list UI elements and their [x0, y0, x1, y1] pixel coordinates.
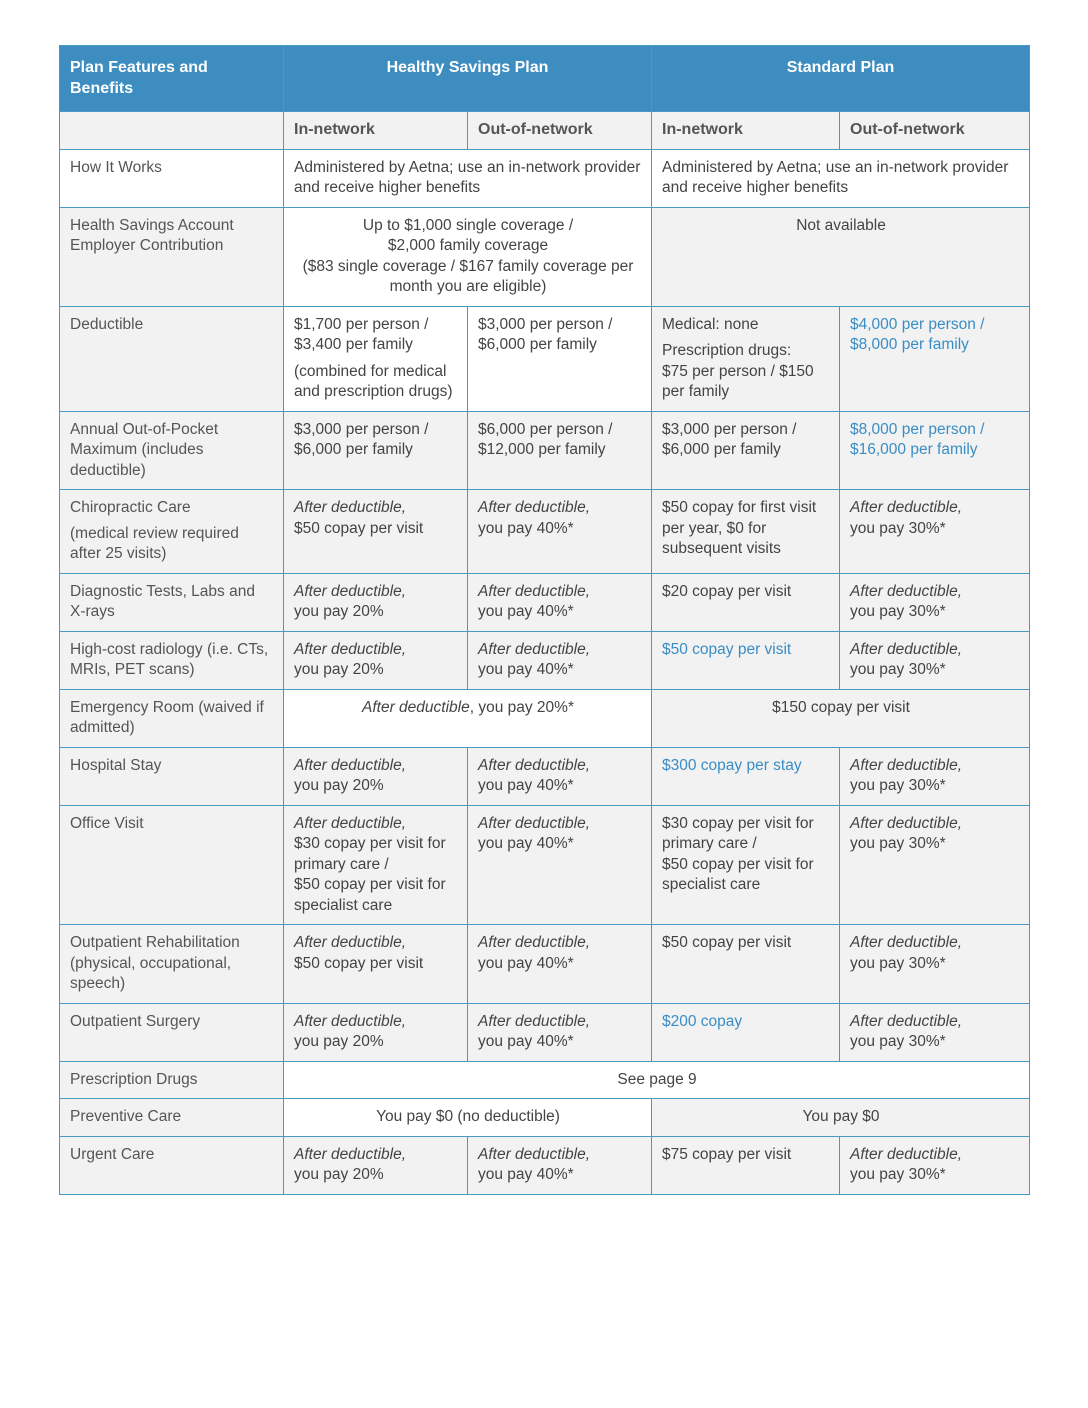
cost: you pay 30%*	[850, 1166, 946, 1183]
after-deductible: After deductible,	[478, 934, 591, 951]
specialist-cost: $50 copay per visit for specialist care	[662, 855, 814, 893]
specialist-cost: $50 copay per visit for specialist care	[294, 876, 446, 914]
feature-label-note: (i.e. CTs, MRIs, PET scans)	[70, 640, 269, 678]
feature-label: Deductible	[60, 306, 284, 411]
cell-hsp-in	[284, 747, 468, 805]
cost: you pay 30%*	[850, 661, 946, 678]
cell-all-plans: See page 9	[284, 1061, 1030, 1099]
table-row-urgent-care	[60, 1136, 1030, 1194]
cell-hsp-in	[284, 306, 468, 411]
cell-hsp-in	[284, 925, 468, 1004]
header-features: Plan Features and Benefits	[60, 46, 284, 112]
cell-hsp-out: $6,000 per person / $12,000 per family	[468, 411, 652, 490]
after-deductible: After deductible,	[850, 499, 963, 516]
cost: you pay 40%*	[478, 1166, 574, 1183]
header-blank	[60, 112, 284, 150]
feature-label: Prescription Drugs	[60, 1061, 284, 1099]
after-deductible: After deductible,	[850, 934, 963, 951]
cell-hsp-in	[284, 490, 468, 574]
cell-hsp-in	[284, 1136, 468, 1194]
medical-deductible: Medical: none	[662, 315, 759, 333]
header-hsp-out-network: Out-of-network	[468, 112, 652, 150]
cell-std: You pay $0	[652, 1099, 1030, 1137]
cell-std-in: $200 copay	[652, 1003, 840, 1061]
table-row-office-visit	[60, 805, 1030, 925]
cell-std: Administered by Aetna; use an in-network provider and receive higher benefits	[652, 149, 1030, 207]
after-deductible: After deductible,	[478, 1012, 591, 1030]
header-standard-plan: Standard Plan	[652, 46, 1030, 112]
deductible-amount: $1,700 per person / $3,400 per family	[294, 315, 429, 353]
after-deductible: After deductible,	[478, 1145, 591, 1163]
after-deductible: After deductible,	[294, 934, 407, 951]
cost: you pay 30%*	[850, 777, 946, 794]
network-header-row	[60, 112, 1030, 150]
cell-std-out	[840, 747, 1030, 805]
after-deductible: After deductible,	[294, 1012, 407, 1030]
table-row-preventive-care	[60, 1099, 1030, 1137]
cell-std-in: $75 copay per visit	[652, 1136, 840, 1194]
after-deductible: After deductible,	[294, 582, 407, 600]
feature-label	[60, 925, 284, 1004]
header-healthy-savings-plan: Healthy Savings Plan	[284, 46, 652, 112]
after-deductible: After deductible,	[294, 499, 407, 516]
cost: $50 copay per visit	[294, 954, 424, 972]
feature-label-note: (includes deductible)	[70, 441, 204, 479]
feature-label	[60, 411, 284, 490]
after-deductible: After deductible,	[478, 814, 591, 832]
cost: you pay 30%*	[850, 954, 946, 972]
after-deductible: After deductible,	[850, 814, 963, 832]
hsa-line1: Up to $1,000 single coverage /	[362, 216, 574, 234]
cell-std-out: $4,000 per person / $8,000 per family	[840, 306, 1030, 411]
cell-std-out	[840, 1003, 1030, 1061]
cost: you pay 30%*	[850, 1033, 946, 1050]
after-deductible: After deductible,	[850, 1145, 963, 1163]
cell-std-out: $8,000 per person / $16,000 per family	[840, 411, 1030, 490]
cost: you pay 40%*	[478, 519, 574, 537]
feature-label: Outpatient Surgery	[60, 1003, 284, 1061]
cost: you pay 40%*	[478, 777, 574, 794]
table-row-radiology	[60, 631, 1030, 689]
table-row-diagnostic	[60, 573, 1030, 631]
header-hsp-in-network: In-network	[284, 112, 468, 150]
table-row-hsa	[60, 207, 1030, 306]
cell-std: $150 copay per visit	[652, 689, 1030, 747]
cell-hsp	[284, 689, 652, 747]
after-deductible: After deductible,	[294, 756, 407, 774]
feature-label-line1: Health Savings Account	[70, 216, 234, 234]
feature-label-note: (waived if admitted)	[70, 698, 264, 736]
deductible-note: (combined for medical and prescription drugs)	[294, 362, 453, 400]
cell-std-in: $50 copay for first visit per year, $0 for subsequent visits	[652, 490, 840, 574]
feature-label: How It Works	[60, 149, 284, 207]
cell-std-out	[840, 1136, 1030, 1194]
feature-label	[60, 631, 284, 689]
feature-label	[60, 689, 284, 747]
table-row-how-it-works	[60, 149, 1030, 207]
feature-label: Office Visit	[60, 805, 284, 925]
feature-label: Preventive Care	[60, 1099, 284, 1137]
feature-label	[60, 490, 284, 574]
cost: you pay 20%	[294, 777, 384, 794]
cell-std-in	[652, 805, 840, 925]
cost: you pay 40%*	[478, 954, 574, 972]
primary-care-cost: $30 copay per visit for primary care /	[294, 835, 446, 873]
feature-label: Diagnostic Tests, Labs and X-rays	[60, 573, 284, 631]
cell-hsp-out	[468, 573, 652, 631]
after-deductible: After deductible,	[294, 640, 407, 658]
cell-hsp-out	[468, 1136, 652, 1194]
benefits-comparison-table	[59, 45, 1030, 1195]
table-row-outpatient-surgery	[60, 1003, 1030, 1061]
table-row-chiropractic	[60, 490, 1030, 574]
feature-label-note: (medical review required after 25 visits)	[70, 524, 239, 562]
table-row-deductible	[60, 306, 1030, 411]
feature-label-bold: Emergency Room	[70, 698, 195, 716]
cell-std-out	[840, 490, 1030, 574]
cell-hsp-out	[468, 747, 652, 805]
cell-std-in: $3,000 per person / $6,000 per family	[652, 411, 840, 490]
cell-std-in: $300 copay per stay	[652, 747, 840, 805]
cell-hsp-out: $3,000 per person / $6,000 per family	[468, 306, 652, 411]
after-deductible: After deductible,	[478, 499, 591, 516]
rx-deductible-amount: $75 per person / $150 per family	[662, 362, 814, 400]
after-deductible: After deductible,	[850, 582, 963, 600]
cell-std-out	[840, 631, 1030, 689]
table-row-out-of-pocket	[60, 411, 1030, 490]
cell-hsp-out	[468, 925, 652, 1004]
cost: you pay 30%*	[850, 603, 946, 620]
cell-hsp-in	[284, 805, 468, 925]
cost: you pay 40%*	[478, 1033, 574, 1050]
cell-hsp-in	[284, 631, 468, 689]
table-row-hospital-stay	[60, 747, 1030, 805]
table-row-rehabilitation	[60, 925, 1030, 1004]
cell-hsp	[284, 207, 652, 306]
cost: you pay 40%*	[478, 603, 574, 620]
cell-std-out	[840, 925, 1030, 1004]
feature-label-line2: Employer Contribution	[70, 237, 224, 254]
after-deductible: After deductible,	[478, 640, 591, 658]
feature-label: Urgent Care	[60, 1136, 284, 1194]
cell-hsp-out	[468, 490, 652, 574]
table-row-prescription-drugs	[60, 1061, 1030, 1099]
cell-hsp-out	[468, 631, 652, 689]
rx-deductible-label: Prescription drugs:	[662, 342, 792, 359]
cost: you pay 20%	[294, 1033, 384, 1050]
plan-header-row	[60, 46, 1030, 112]
feature-label	[60, 207, 284, 306]
cell-hsp-out	[468, 805, 652, 925]
hsa-line2: $2,000 family coverage	[387, 237, 549, 254]
after-deductible: After deductible,	[478, 582, 591, 600]
header-std-out-network: Out-of-network	[840, 112, 1030, 150]
after-deductible: After deductible	[362, 698, 470, 716]
table-row-emergency-room	[60, 689, 1030, 747]
after-deductible: After deductible,	[294, 1145, 407, 1163]
cell-hsp: You pay $0 (no deductible)	[284, 1099, 652, 1137]
cell-hsp: Administered by Aetna; use an in-network provider and receive higher benefits	[284, 149, 652, 207]
cell-hsp-out	[468, 1003, 652, 1061]
cell-std-in: $50 copay per visit	[652, 631, 840, 689]
cell-std: Not available	[652, 207, 1030, 306]
cell-std-in	[652, 306, 840, 411]
cost: you pay 30%*	[850, 519, 946, 537]
cost: you pay 40%*	[478, 661, 574, 678]
feature-label-bold: High-cost radiology	[70, 640, 203, 658]
cost: you pay 30%*	[850, 835, 946, 852]
cell-std-in: $50 copay per visit	[652, 925, 840, 1004]
after-deductible: After deductible,	[478, 756, 591, 774]
cell-hsp-in	[284, 1003, 468, 1061]
hsa-line3: ($83 single coverage / $167 family coverage per month you are eligible)	[302, 257, 634, 295]
cost: you pay 40%*	[478, 835, 574, 852]
cell-hsp-in	[284, 573, 468, 631]
cost: $50 copay per visit	[294, 519, 424, 537]
primary-care-cost: $30 copay per visit for primary care /	[662, 814, 814, 852]
after-deductible: After deductible,	[850, 756, 963, 774]
after-deductible: After deductible,	[850, 640, 963, 658]
cell-std-in: $20 copay per visit	[652, 573, 840, 631]
cell-hsp-in: $3,000 per person / $6,000 per family	[284, 411, 468, 490]
feature-label-note: (physical, occupational, speech)	[70, 954, 232, 992]
feature-label-bold: Chiropractic Care	[70, 499, 191, 516]
cost: you pay 20%	[294, 1166, 384, 1183]
header-std-in-network: In-network	[652, 112, 840, 150]
cost: , you pay 20%*	[469, 698, 574, 716]
cell-std-out	[840, 573, 1030, 631]
after-deductible: After deductible,	[294, 814, 407, 832]
feature-label-bold: Annual Out-of-Pocket Maximum	[70, 420, 219, 458]
feature-label-bold: Outpatient Rehabilitation	[70, 934, 240, 951]
cost: you pay 20%	[294, 661, 384, 678]
cell-std-out	[840, 805, 1030, 925]
feature-label: Hospital Stay	[60, 747, 284, 805]
cost: you pay 20%	[294, 603, 384, 620]
after-deductible: After deductible,	[850, 1012, 963, 1030]
